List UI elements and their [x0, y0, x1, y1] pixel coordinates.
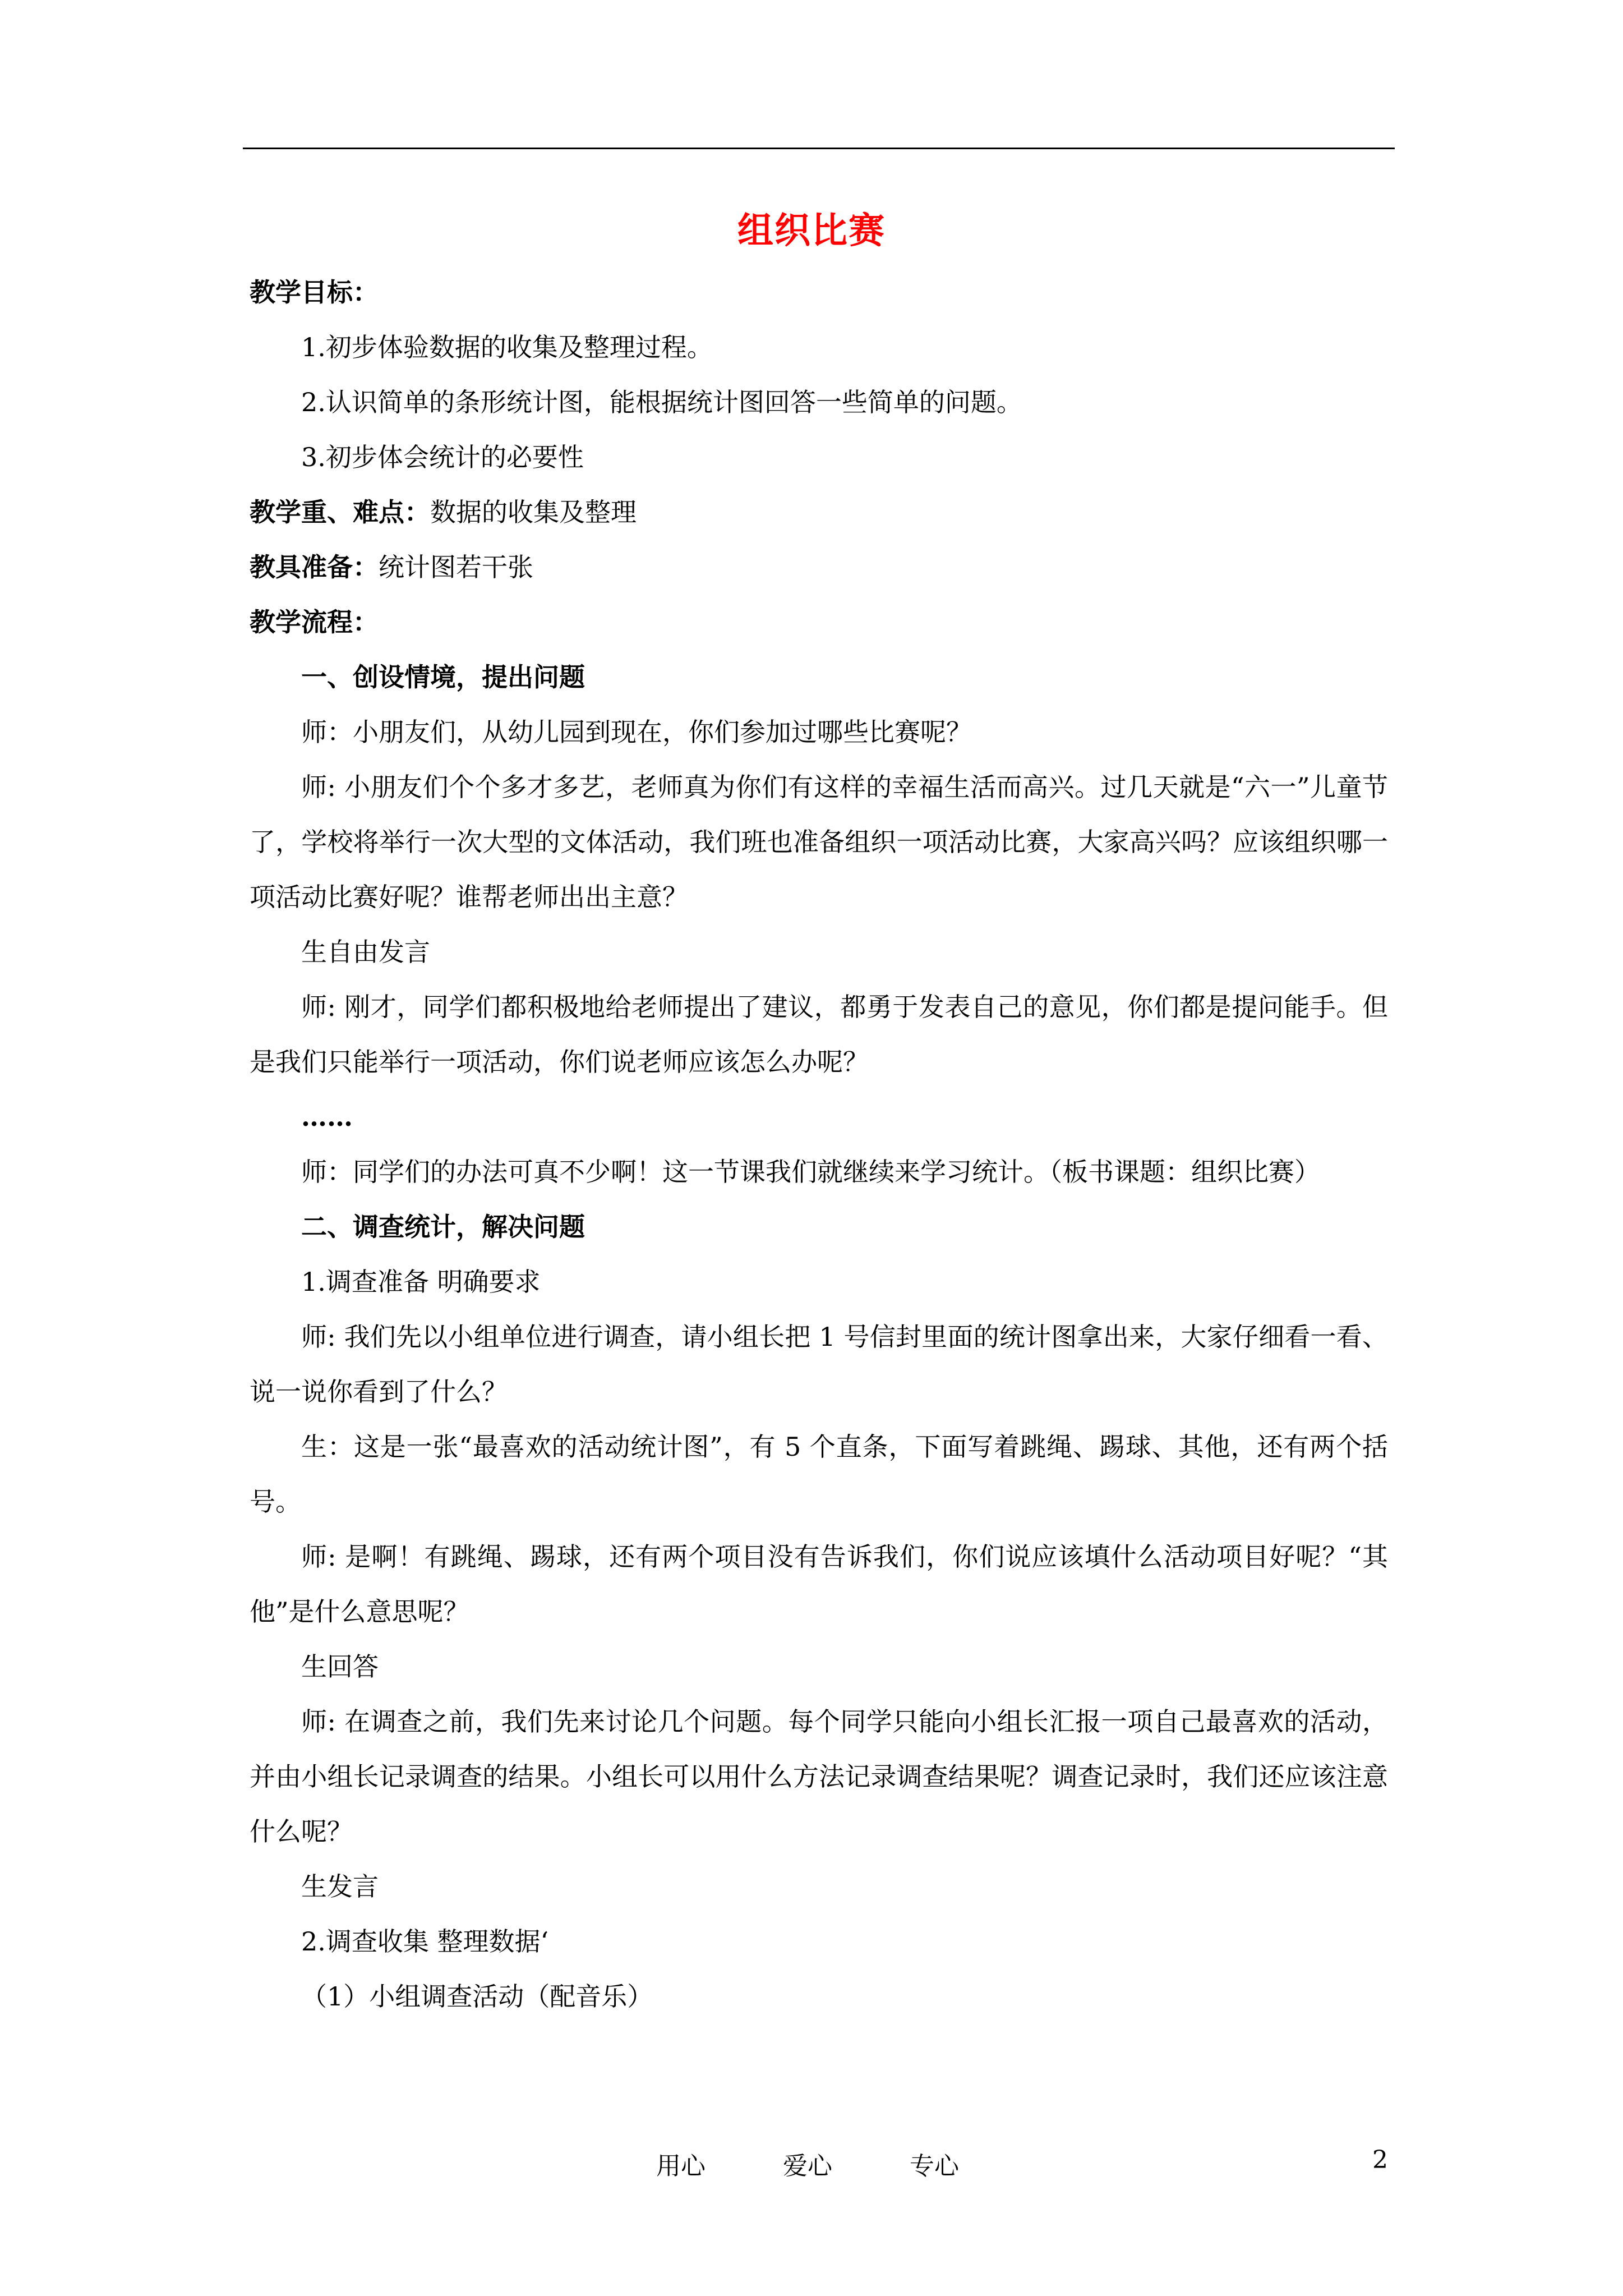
section2-subheading: 1.调查准备 明确要求: [301, 1267, 541, 1297]
objective-item-3: 3.初步体会统计的必要性: [301, 442, 584, 472]
document-body: [250, 265, 1388, 2024]
section2-paragraph: 师: 在调查之前，我们先来讨论几个问题。每个同学只能向小组长汇报一项自己最喜欢的活动，并由小组长记录调查的结果。小组长可以用什么方法记录调查结果呢？调查记录时，我们还应该注意什么呢？: [250, 1706, 1388, 1847]
key-points-label: 教学重、难点：: [250, 497, 430, 527]
objective-item-2: 2.认识简单的条形统计图，能根据统计图回答一些简单的问题。: [301, 387, 1022, 417]
page-number: 2: [1372, 2146, 1388, 2174]
objectives-heading: 教学目标：: [250, 277, 379, 307]
section2-subheading: （1）小组调查活动（配音乐）: [301, 1981, 653, 2012]
section1-paragraph: 生自由发言: [301, 937, 430, 967]
section1-ellipsis: ……: [301, 1102, 353, 1132]
section2-paragraph: 生：这是一张“最喜欢的活动统计图”，有 5 个直条，下面写着跳绳、踢球、其他，还有两个括号。: [250, 1432, 1388, 1517]
footer-motto: 用心: [656, 2152, 706, 2180]
section1-heading: 一、创设情境，提出问题: [301, 662, 585, 692]
document-title: 组织比赛: [737, 210, 886, 252]
section2-paragraph: 生回答: [301, 1651, 379, 1682]
footer-motto: 爱心: [783, 2152, 832, 2180]
section2-paragraph: 师: 我们先以小组单位进行调查，请小组长把 1 号信封里面的统计图拿出来，大家仔细看一看、说一说你看到了什么？: [250, 1322, 1388, 1407]
materials-line: [250, 540, 1388, 595]
footer-motto: 专心: [910, 2152, 959, 2180]
objective-item-1: 1.初步体验数据的收集及整理过程。: [301, 332, 713, 362]
section2-paragraph: 师: 是啊！有跳绳、踢球，还有两个项目没有告诉我们，你们说应该填什么活动项目好呢？“其他”是什么意思呢？: [250, 1542, 1388, 1627]
key-points-line: [250, 485, 1388, 540]
materials-label: 教具准备：: [250, 552, 379, 582]
section2-paragraph: 生发言: [301, 1871, 379, 1902]
section1-paragraph: 师：同学们的办法可真不少啊！这一节课我们就继续来学习统计。（板书课题：组织比赛）: [301, 1157, 1320, 1187]
materials-text: 统计图若干张: [379, 552, 533, 582]
header-rule: [243, 148, 1395, 149]
section1-paragraph: 师: 小朋友们个个多才多艺，老师真为你们有这样的幸福生活而高兴。过几天就是“六一”儿童节了，学校将举行一次大型的文体活动，我们班也准备组织一项活动比赛，大家高兴吗？应该组织哪一项活动比赛好呢？谁帮老师出出主意？: [250, 772, 1388, 912]
process-heading: 教学流程：: [250, 607, 379, 637]
key-points-text: 数据的收集及整理: [430, 497, 637, 527]
section1-paragraph: 师: 刚才，同学们都积极地给老师提出了建议，都勇于发表自己的意见，你们都是提问能手。但是我们只能举行一项活动，你们说老师应该怎么办呢？: [250, 992, 1388, 1077]
footer-mottos: [656, 2146, 1029, 2182]
section2-subheading: 2.调查收集 整理数据‘: [301, 1926, 549, 1957]
section1-paragraph: 师：小朋友们，从幼儿园到现在，你们参加过哪些比赛呢？: [301, 717, 972, 747]
section2-heading: 二、调查统计，解决问题: [301, 1212, 585, 1242]
